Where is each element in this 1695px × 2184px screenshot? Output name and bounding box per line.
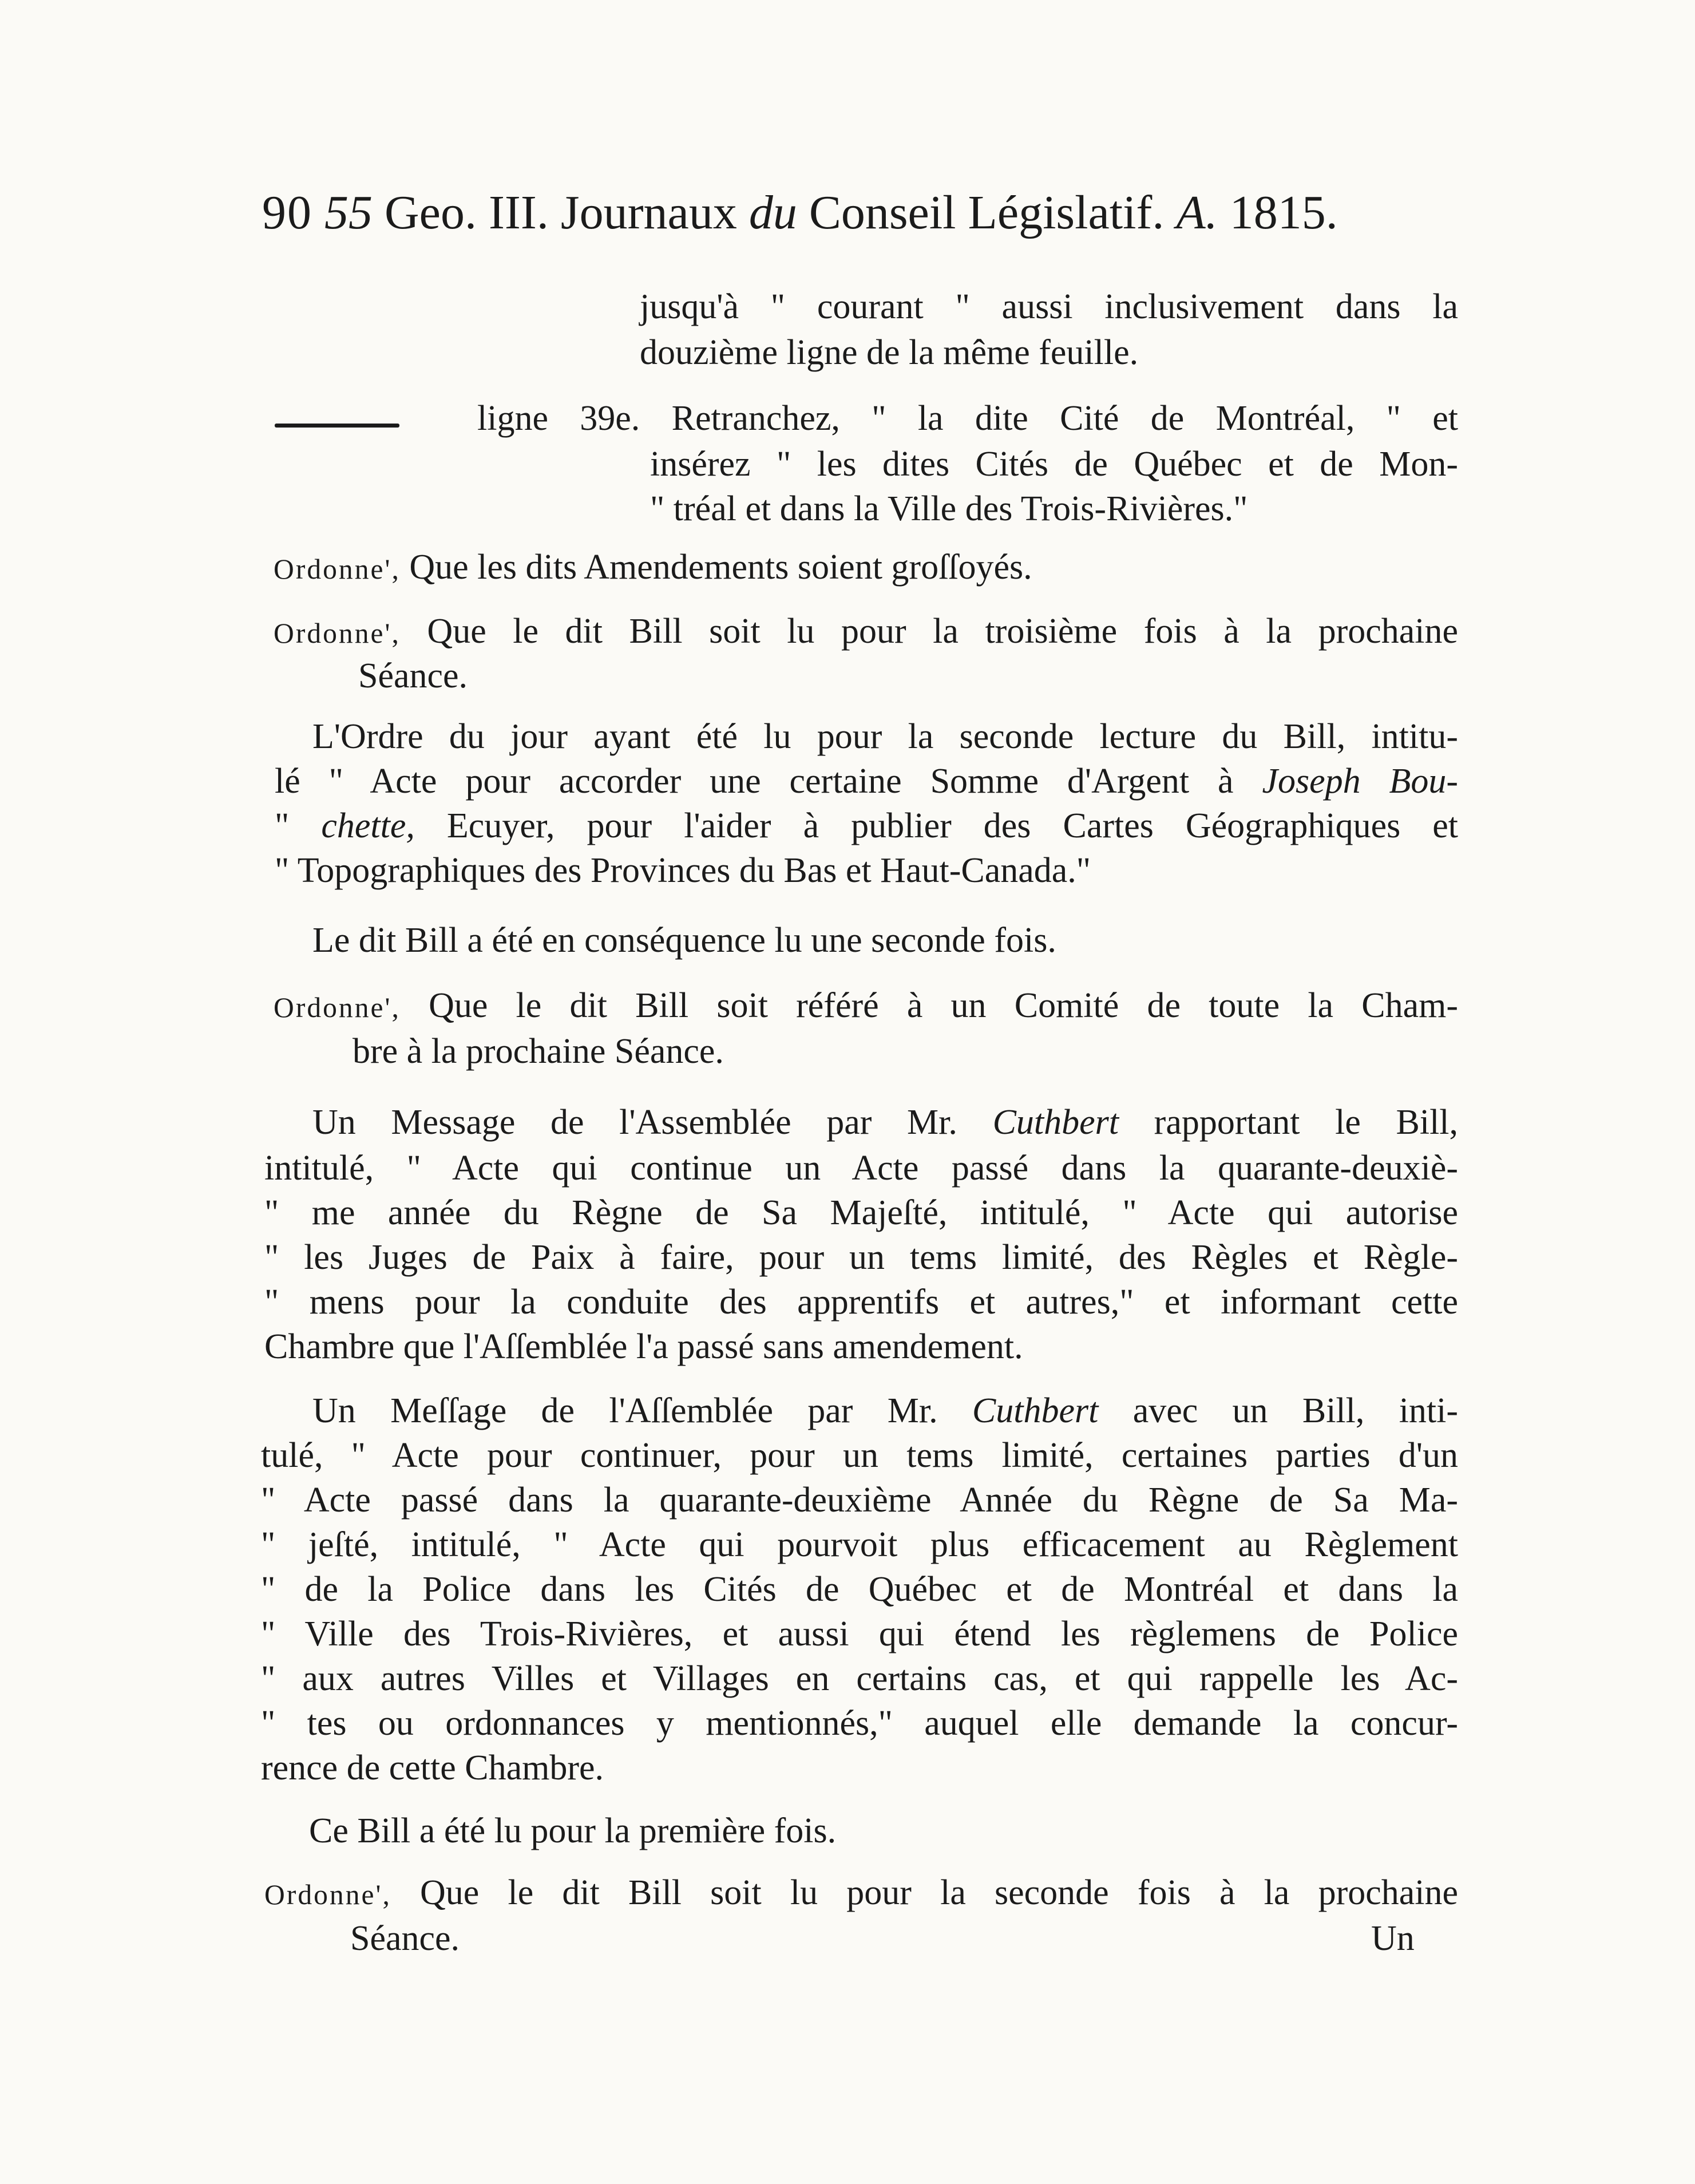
text-line-6 <box>274 549 1032 585</box>
text-line-27: " Ville des Trois-Rivières, et aussi qui étend les règlemens de Police <box>261 1615 1458 1653</box>
text-line-30: rence de cette Chambre. <box>261 1748 604 1787</box>
text-line-16-a: Un Message de l'Assemblée par Mr. <box>312 1103 957 1142</box>
text-line-7-rest: Que le dit Bill soit lu pour la troisième fois à la prochaine <box>427 612 1459 651</box>
text-line-14 <box>274 988 1458 1023</box>
text-line-29: " tes ou ordonnances y mentionnés," auquel elle demande la concur- <box>261 1704 1458 1743</box>
text-line-9: L'Ordre du jour ayant été lu pour la seconde lecture du Bill, intitu- <box>312 717 1458 756</box>
text-line-13: Le dit Bill a été en conséquence lu une seconde fois. <box>312 921 1056 960</box>
name-cuthbert: Cuthbert <box>992 1103 1119 1142</box>
text-line-22-b: avec un Bill, inti- <box>1132 1391 1459 1430</box>
text-line-21: Chambre que l'Aſſemblée l'a passé sans amendement. <box>264 1327 1023 1366</box>
text-line-24: " Acte passé dans la quarante-deuxième Année du Règne de Sa Ma- <box>261 1481 1458 1520</box>
text-line-1: jusqu'à " courant " aussi inclusivement dans la <box>640 287 1458 326</box>
name-joseph-bouchette: Joseph Bou- <box>1262 762 1459 801</box>
text-line-20: " mens pour la conduite des apprentifs et autres," et informant cette <box>264 1283 1458 1322</box>
year-label: 1815. <box>1229 186 1338 239</box>
text-line-11-quote: " <box>275 806 290 845</box>
ordonne-label: Ordonne', <box>264 1879 391 1910</box>
text-line-5: " tréal et dans la Ville des Trois-Rivières." <box>650 489 1248 528</box>
text-line-12: " Topographiques des Provinces du Bas et Haut-Canada." <box>275 851 1091 890</box>
text-line-22 <box>312 1393 1458 1429</box>
regnal-year: 55 <box>324 186 373 239</box>
text-line-15: bre à la prochaine Séance. <box>353 1032 724 1071</box>
text-line-18: " me année du Règne de Sa Majeſté, intitulé, " Acte qui autorise <box>264 1193 1458 1232</box>
text-line-25: " jeſté, intitulé, " Acte qui pourvoit plus efficacement au Règlement <box>261 1525 1458 1564</box>
anno-label: A. <box>1176 186 1218 239</box>
text-line-32-rest: Que le dit Bill soit lu pour la seconde fois à la prochaine <box>420 1873 1458 1912</box>
catchword: Un <box>1371 1919 1415 1958</box>
text-line-11-b: Ecuyer, pour l'aider à publier des Cartes Géographiques et <box>446 806 1459 845</box>
running-head <box>262 186 1452 239</box>
journal-du: du <box>749 186 797 239</box>
text-line-10 <box>275 763 1458 799</box>
text-line-19: " les Juges de Paix à faire, pour un tems limité, des Règles et Règle- <box>264 1238 1458 1277</box>
text-line-16-b: rapportant le Bill, <box>1154 1103 1459 1142</box>
text-line-16 <box>312 1105 1458 1140</box>
text-line-22-a: Un Meſſage de l'Aſſemblée par Mr. <box>312 1391 938 1430</box>
text-line-2: douzième ligne de la même feuille. <box>640 333 1139 372</box>
name-cuthbert-2: Cuthbert <box>972 1391 1099 1430</box>
text-line-6-rest: Que les dits Amendements soient groſſoyés. <box>409 548 1032 587</box>
reign-label: Geo. III. <box>385 186 549 239</box>
text-line-4: insérez " les dites Cités de Québec et de Mon- <box>650 445 1458 484</box>
text-line-32 <box>264 1875 1458 1910</box>
text-line-14-rest: Que le dit Bill soit référé à un Comité de toute la Cham- <box>429 986 1459 1025</box>
indentation-rule <box>275 424 399 428</box>
text-line-17: intitulé, " Acte qui continue un Acte passé dans la quarante-deuxiè- <box>264 1149 1458 1188</box>
text-line-33: Séance. <box>350 1919 460 1958</box>
text-line-10-a: lé " Acte pour accorder une certaine Somme d'Argent à <box>275 762 1234 801</box>
text-line-28: " aux autres Villes et Villages en certains cas, et qui rappelle les Ac- <box>261 1659 1458 1698</box>
page-number: 90 <box>262 186 312 239</box>
text-line-3: ligne 39e. Retranchez, " la dite Cité de Montréal, " et <box>477 399 1458 438</box>
text-line-8: Séance. <box>358 656 468 695</box>
ordonne-label: Ordonne', <box>274 618 401 649</box>
text-line-31: Ce Bill a été lu pour la première fois. <box>309 1811 837 1850</box>
journal-title: Journaux <box>560 186 737 239</box>
ordonne-label: Ordonne', <box>274 992 401 1023</box>
text-line-23: tulé, " Acte pour continuer, pour un tems limité, certaines parties d'un <box>261 1436 1458 1475</box>
council-title: Conseil Législatif. <box>809 186 1165 239</box>
text-line-26: " de la Police dans les Cités de Québec et de Montréal et dans la <box>261 1570 1458 1609</box>
ordonne-label: Ordonne', <box>274 553 401 585</box>
text-line-11 <box>275 808 1458 844</box>
name-chette: chette, <box>321 806 415 845</box>
text-line-7 <box>274 614 1458 649</box>
